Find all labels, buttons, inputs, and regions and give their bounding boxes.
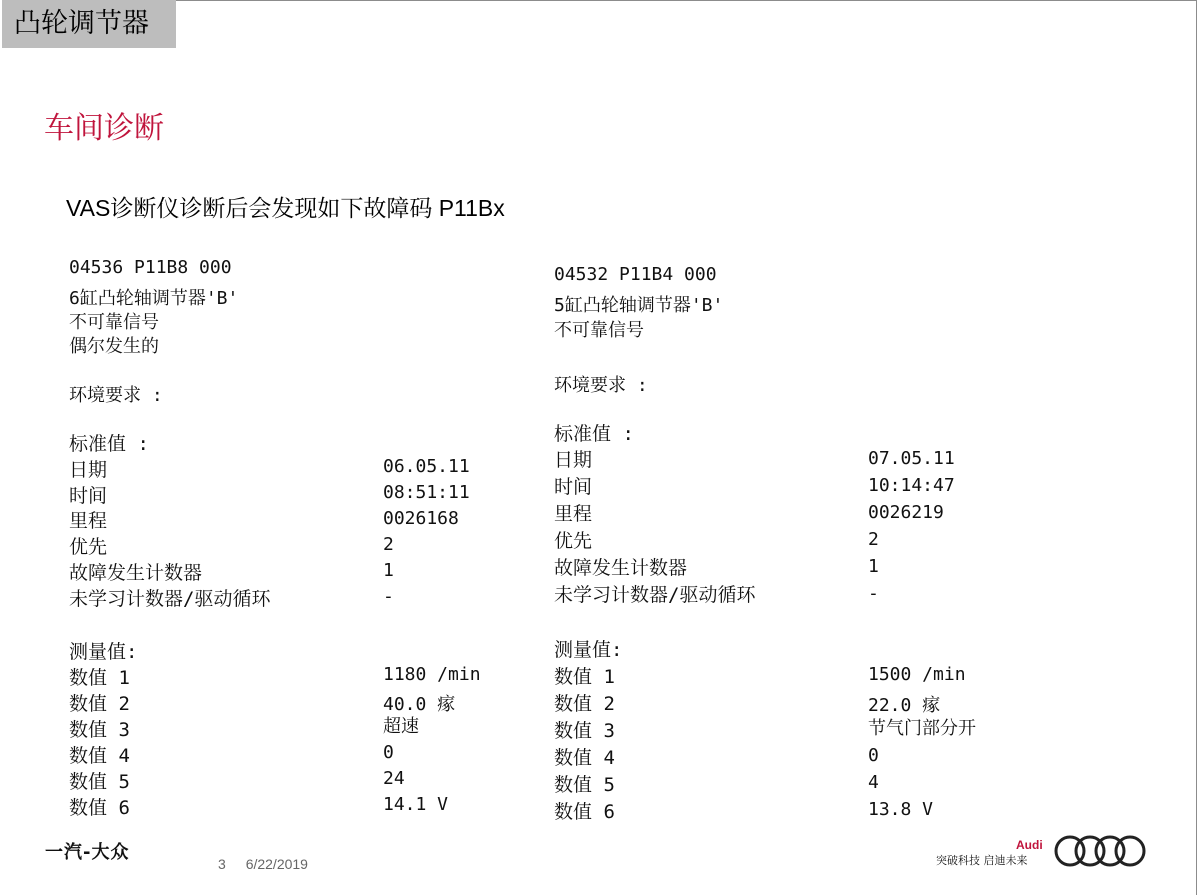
std-value: 10:14:47 <box>868 475 955 496</box>
std-label: 未学习计数器/驱动循环 <box>554 584 756 606</box>
audi-slogan: 突破科技 启迪未来 <box>936 854 1028 867</box>
fault-record-left <box>69 255 519 825</box>
header-bar <box>0 0 1197 48</box>
std-value: - <box>383 586 394 607</box>
header-divider <box>176 0 1197 1</box>
std-value: 2 <box>383 534 394 555</box>
std-value: 0026168 <box>383 508 459 529</box>
std-label: 时间 <box>554 476 593 498</box>
audi-brand-text: Audi <box>1016 838 1043 852</box>
meas-value: 24 <box>383 768 405 789</box>
meas-value: 节气门部分开 <box>868 718 976 739</box>
meas-value: 1180 /min <box>383 664 481 685</box>
meas-value: 超速 <box>383 716 419 737</box>
fault-type: 不可靠信号 <box>69 312 159 333</box>
audi-logo-block <box>936 836 1151 872</box>
std-value: 08:51:11 <box>383 482 470 503</box>
meas-label: 数值 1 <box>554 666 615 688</box>
faw-vw-logo: 一汽-大众 <box>45 842 130 863</box>
std-label: 日期 <box>69 459 108 481</box>
measured-values-heading: 测量值: <box>69 641 138 663</box>
std-label: 里程 <box>69 510 108 532</box>
slide-title: 凸轮调节器 <box>2 0 176 48</box>
standard-values-heading: 标准值 : <box>554 423 634 445</box>
meas-label: 数值 5 <box>69 771 130 793</box>
meas-label: 数值 2 <box>554 693 615 715</box>
meas-value: 13.8 V <box>868 799 934 820</box>
page-number: 3 <box>218 856 226 872</box>
meas-label: 数值 4 <box>69 745 130 767</box>
environment-heading: 环境要求 : <box>69 385 163 406</box>
std-value: 07.05.11 <box>868 448 955 469</box>
std-label: 未学习计数器/驱动循环 <box>69 588 271 610</box>
std-label: 故障发生计数器 <box>69 562 203 584</box>
meas-label: 数值 2 <box>69 693 130 715</box>
slide-footer <box>218 856 308 872</box>
audi-rings-icon <box>1054 834 1146 868</box>
environment-heading: 环境要求 : <box>554 375 648 396</box>
std-label: 故障发生计数器 <box>554 557 688 579</box>
meas-label: 数值 4 <box>554 747 615 769</box>
standard-values-heading: 标准值 : <box>69 433 149 455</box>
meas-value: 14.1 V <box>383 794 449 815</box>
std-label: 优先 <box>554 530 593 552</box>
intro-text: VAS诊断仪诊断后会发现如下故障码 P11Bx <box>66 195 505 221</box>
std-label: 时间 <box>69 485 108 507</box>
fault-frequency: 偶尔发生的 <box>69 336 159 357</box>
meas-value: 0 <box>868 745 879 766</box>
std-value: - <box>868 583 879 604</box>
meas-value: 22.0 瘃 <box>868 695 941 716</box>
fault-code-line: 04532 P11B4 000 <box>554 264 717 285</box>
fault-description: 5缸凸轮轴调节器'B' <box>554 295 724 316</box>
std-label: 里程 <box>554 503 593 525</box>
meas-value: 0 <box>383 742 394 763</box>
fault-code-line: 04536 P11B8 000 <box>69 257 232 278</box>
section-title: 车间诊断 <box>44 111 164 146</box>
fault-description: 6缸凸轮轴调节器'B' <box>69 288 239 309</box>
std-value: 0026219 <box>868 502 944 523</box>
std-value: 1 <box>383 560 394 581</box>
meas-label: 数值 5 <box>554 774 615 796</box>
meas-label: 数值 6 <box>69 797 130 819</box>
std-label: 日期 <box>554 449 593 471</box>
meas-label: 数值 3 <box>554 720 615 742</box>
meas-label: 数值 3 <box>69 719 130 741</box>
std-label: 优先 <box>69 536 108 558</box>
meas-value: 1500 /min <box>868 664 966 685</box>
std-value: 06.05.11 <box>383 456 470 477</box>
meas-label: 数值 6 <box>554 801 615 823</box>
meas-value: 4 <box>868 772 879 793</box>
std-value: 1 <box>868 556 879 577</box>
fault-record-right <box>554 262 1024 832</box>
meas-label: 数值 1 <box>69 667 130 689</box>
meas-value: 40.0 瘃 <box>383 694 456 715</box>
fault-type: 不可靠信号 <box>554 320 644 341</box>
slide-date: 6/22/2019 <box>245 856 308 872</box>
measured-values-heading: 测量值: <box>554 639 623 661</box>
std-value: 2 <box>868 529 879 550</box>
